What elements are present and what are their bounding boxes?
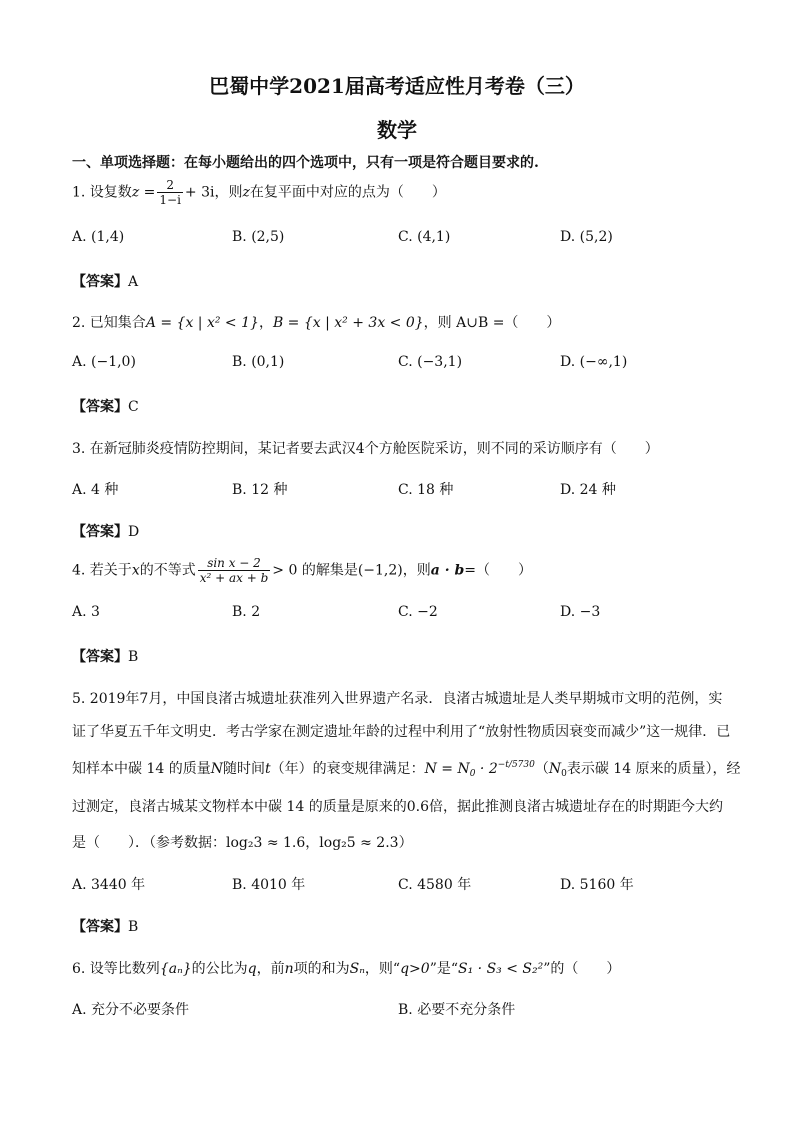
- q5-formula-main: N = N: [424, 761, 470, 777]
- q5-answer-value: B: [128, 919, 139, 935]
- q6-mid1: 的公比为: [191, 961, 248, 977]
- q5-l3-n: N: [210, 761, 223, 777]
- q5-line-1: 5. 2019年7月，中国良渚古城遗址获准列入世界遗产名录．良渚古城遗址是人类早期城市文明的范例，实: [72, 691, 723, 707]
- q6-option-a: A. 充分不必要条件: [72, 1002, 190, 1018]
- subject-title: 数学: [377, 118, 417, 142]
- q6-mid5: ”是“: [429, 961, 459, 977]
- q3-option-d: D. 24 种: [560, 482, 616, 498]
- q4-prefix: 4. 若关于: [72, 562, 132, 579]
- q5-line-5: 是（ ）．（参考数据：log₂3 ≈ 1.6，log₂5 ≈ 2.3）: [72, 835, 413, 851]
- q1-tail-pre: ，则: [214, 184, 243, 201]
- q5-line-4: 过测定，良渚古城某文物样本中碳 14 的质量是原来的0.6倍，据此推测良渚古城遗址存在的时期距今大约: [72, 799, 723, 815]
- q3-answer: [72, 521, 139, 541]
- q5-option-d: D. 5160 年: [560, 877, 634, 893]
- q5-option-c: C. 4580 年: [398, 877, 472, 893]
- q2-set-a: A = {x | x² < 1}: [145, 315, 259, 331]
- q4-frac-num: sin x − 2: [198, 556, 271, 571]
- q1-option-d: D. (5,2): [560, 229, 613, 245]
- q2-option-d: D. (−∞,1): [560, 354, 628, 370]
- q4-ab: a · b: [430, 562, 465, 579]
- q2-option-c: C. (−3,1): [398, 354, 463, 370]
- q1-frac-den: 1−i: [159, 193, 181, 207]
- answer-label: 【答案】: [72, 919, 128, 935]
- q1-answer: [72, 271, 138, 291]
- section-heading: 一、单项选择题：在每小题给出的四个选项中，只有一项是符合题目要求的.: [72, 155, 539, 171]
- q4-option-b: B. 2: [232, 604, 261, 620]
- q5-formula-sub: 0: [469, 769, 476, 779]
- q6-option-b: B. 必要不充分条件: [398, 1002, 516, 1018]
- q5-note-pre: （: [534, 761, 549, 777]
- q4-option-a: A. 3: [72, 604, 100, 620]
- q6-mid3: 项的和为: [293, 961, 350, 977]
- q4-fraction: [198, 556, 271, 585]
- q1-option-b: B. (2,5): [232, 229, 285, 245]
- q5-answer: [72, 916, 138, 936]
- q1-tail-z: z: [242, 184, 250, 201]
- q5-line-3: [72, 758, 741, 779]
- answer-label: 【答案】: [72, 524, 128, 540]
- q5-formula: [425, 761, 535, 777]
- q4-option-c: C. −2: [398, 604, 438, 620]
- q4-post: > 0 的解集是(−1,2)，则: [272, 562, 431, 579]
- q6-seq: {aₙ}: [159, 961, 192, 977]
- question-3: 3. 在新冠肺炎疫情防控期间，某记者要去武汉4个方舱医院采访，则不同的采访顺序有（ ）: [72, 441, 659, 457]
- q1-fraction: [157, 178, 183, 207]
- q1-option-c: C. (4,1): [398, 229, 451, 245]
- answer-label: 【答案】: [72, 274, 128, 290]
- question-6: [72, 958, 620, 978]
- answer-label: 【答案】: [72, 649, 128, 665]
- q5-note-post: 表示碳 14 原来的质量），经: [566, 761, 741, 777]
- q5-note-sub: 0: [561, 769, 567, 779]
- q1-option-a: A. (1,4): [72, 229, 125, 245]
- q5-l3-pre: 知样本中碳 14 的质量: [72, 761, 211, 777]
- q4-tail: =（ ）: [464, 562, 532, 579]
- q5-option-b: B. 4010 年: [232, 877, 306, 893]
- q1-frac-num: 2: [157, 178, 183, 193]
- q4-x: x: [131, 562, 140, 579]
- q3-option-b: B. 12 种: [232, 482, 288, 498]
- q2-answer-value: C: [128, 399, 139, 415]
- q5-note-n0: N: [548, 761, 562, 777]
- q6-cond2: S₁ · S₃ < S₂²: [458, 961, 544, 977]
- q2-sep: ，: [258, 315, 273, 331]
- q6-q: q: [247, 961, 257, 977]
- q4-answer-value: B: [128, 649, 139, 665]
- q1-answer-value: A: [128, 274, 139, 290]
- q3-option-c: C. 18 种: [398, 482, 454, 498]
- q5-option-a: A. 3440 年: [72, 877, 146, 893]
- q3-answer-value: D: [128, 524, 140, 540]
- q5-formula-exp: −t/5730: [497, 760, 535, 770]
- q1-tail-post: 在复平面中对应的点为（ ）: [249, 184, 446, 201]
- q2-option-a: A. (−1,0): [72, 354, 136, 370]
- q6-tail: ”的（ ）: [543, 961, 621, 977]
- question-4: [72, 556, 532, 585]
- q1-post-math: + 3i: [184, 184, 215, 201]
- question-1: [72, 178, 446, 207]
- q4-answer: [72, 646, 138, 666]
- q2-answer: [72, 396, 139, 416]
- q5-l3-mid2: （年）的衰变规律满足：: [270, 761, 425, 777]
- q2-option-b: B. (0,1): [232, 354, 285, 370]
- answer-label: 【答案】: [72, 399, 128, 415]
- page-title: 巴蜀中学2021届高考适应性月考卷（三）: [209, 74, 585, 98]
- q6-n: n: [284, 961, 294, 977]
- q5-l3-t: t: [264, 761, 271, 777]
- q6-sn: Sₙ: [349, 961, 365, 977]
- q2-prefix: 2. 已知集合: [72, 315, 146, 331]
- q6-cond: q>0: [400, 961, 430, 977]
- q1-z-eq: z =: [131, 184, 156, 201]
- q3-option-a: A. 4 种: [72, 482, 119, 498]
- q6-mid2: ，前: [256, 961, 285, 977]
- q4-mid: 的不等式: [139, 562, 196, 579]
- q2-tail: ，则 A∪B =（ ）: [423, 315, 561, 331]
- q5-formula-rest: · 2: [475, 761, 498, 777]
- q4-frac-den: x² + ax + b: [199, 571, 269, 585]
- q6-mid4: ，则“: [364, 961, 401, 977]
- q4-option-d: D. −3: [560, 604, 601, 620]
- question-2: [72, 312, 560, 332]
- q6-prefix: 6. 设等比数列: [72, 961, 160, 977]
- q2-set-b: B = {x | x² + 3x < 0}: [272, 315, 424, 331]
- q5-line-2: 证了华夏五千年文明史．考古学家在测定遗址年龄的过程中利用了“放射性物质因衰变而减少”这一规律．已: [72, 724, 731, 740]
- q1-prefix: 1. 设复数: [72, 184, 132, 201]
- q5-l3-mid: 随时间: [222, 761, 265, 777]
